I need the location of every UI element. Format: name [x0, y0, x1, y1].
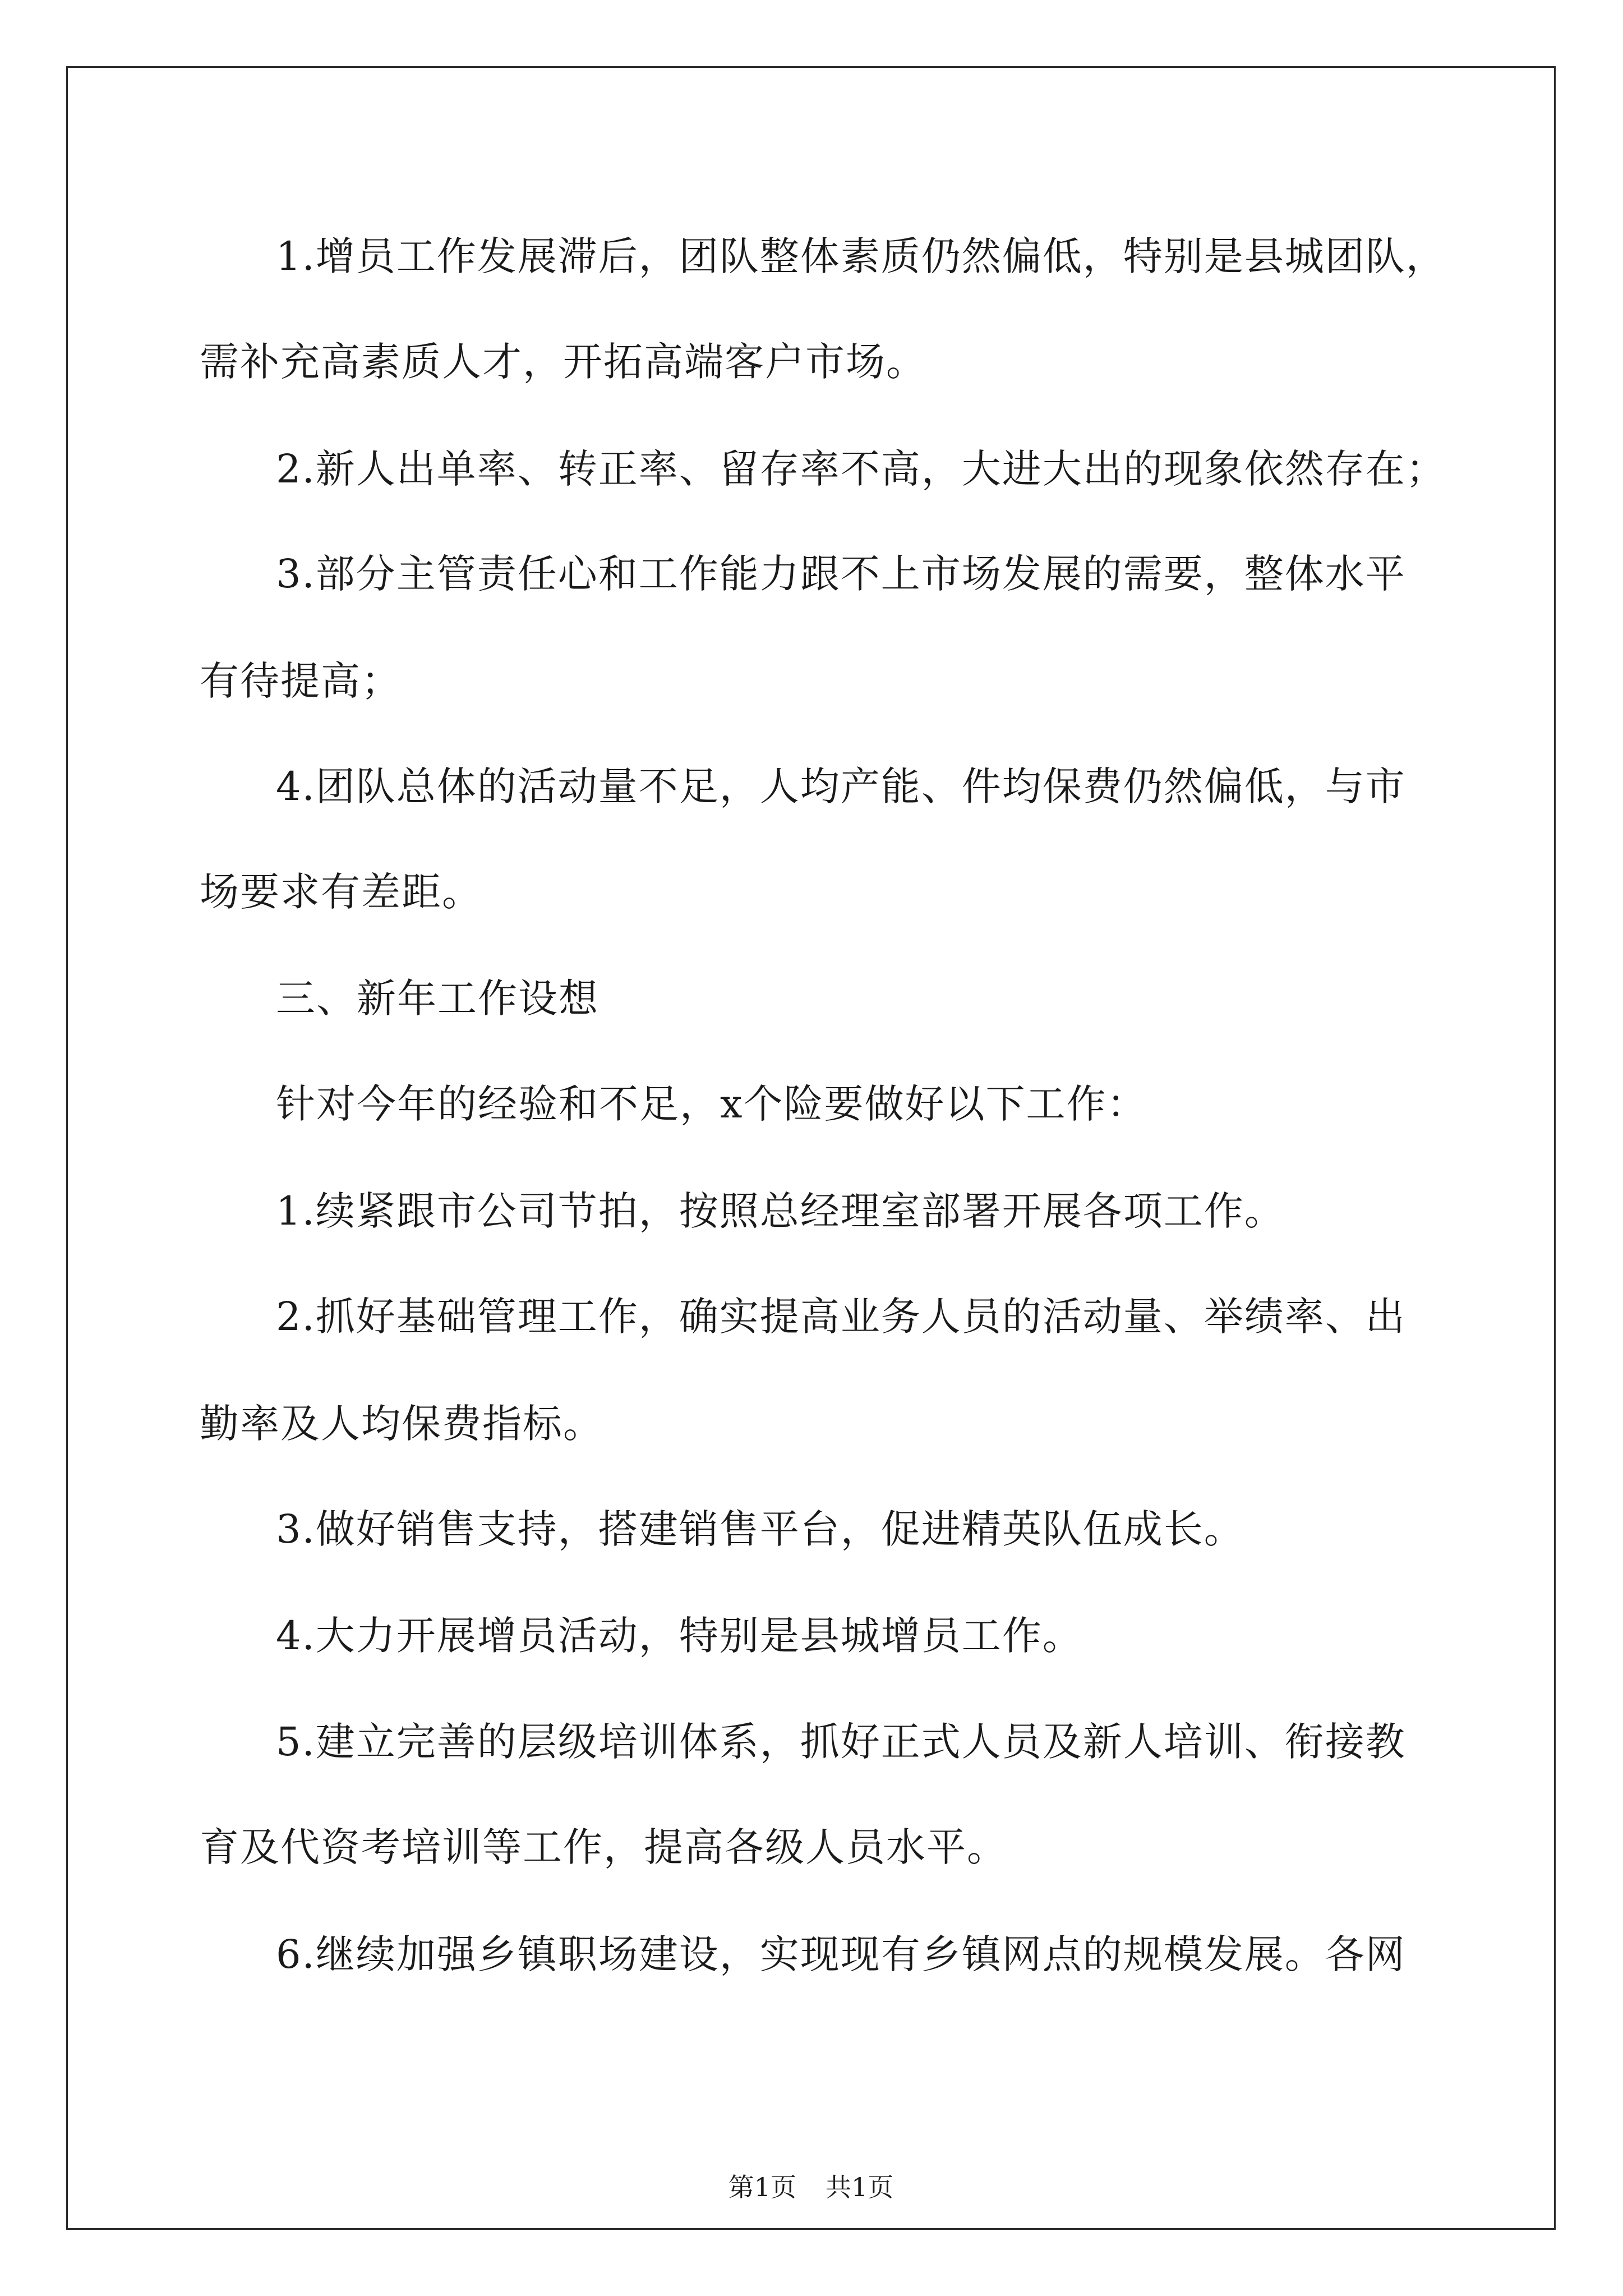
paragraph-line: 5.建立完善的层级培训体系，抓好正式人员及新人培训、衔接教: [276, 1719, 1406, 1765]
paragraph-line: 3.做好销售支持，搭建销售平台，促进精英队伍成长。: [276, 1506, 1244, 1552]
paragraph-line: 1.增员工作发展滞后，团队整体素质仍然偏低，特别是县城团队，: [276, 233, 1446, 279]
paragraph-line: 有待提高；: [200, 658, 402, 704]
paragraph-line: 3.部分主管责任心和工作能力跟不上市场发展的需要，整体水平: [276, 551, 1406, 597]
paragraph-line: 4.大力开展增员活动，特别是县城增员工作。: [276, 1613, 1083, 1659]
paragraph-line: 6.继续加强乡镇职场建设，实现现有乡镇网点的规模发展。各网: [276, 1931, 1406, 1977]
paragraph-line: 4.团队总体的活动量不足，人均产能、件均保费仍然偏低，与市: [276, 763, 1406, 809]
paragraph-line: 场要求有差距。: [200, 869, 482, 915]
paragraph-line: 2.新人出单率、转正率、留存率不高，大进大出的现象依然存在；: [276, 446, 1446, 492]
paragraph-line: 2.抓好基础管理工作，确实提高业务人员的活动量、举绩率、出: [276, 1294, 1406, 1340]
page-border: [66, 66, 1556, 2230]
page-total: 共1页: [826, 2172, 894, 2202]
page-number: 第1页: [728, 2172, 796, 2202]
paragraph-line: 育及代资考培训等工作，提高各级人员水平。: [200, 1824, 1007, 1870]
paragraph-line: 勤率及人均保费指标。: [200, 1401, 603, 1447]
paragraph-line: 针对今年的经验和不足，x个险要做好以下工作：: [276, 1081, 1147, 1127]
page-footer: [68, 2174, 1554, 2200]
section-heading: 三、新年工作设想: [276, 976, 599, 1022]
paragraph-line: 需补充高素质人才，开拓高端客户市场。: [200, 339, 926, 385]
paragraph-line: 1.续紧跟市公司节拍，按照总经理室部署开展各项工作。: [276, 1188, 1285, 1234]
